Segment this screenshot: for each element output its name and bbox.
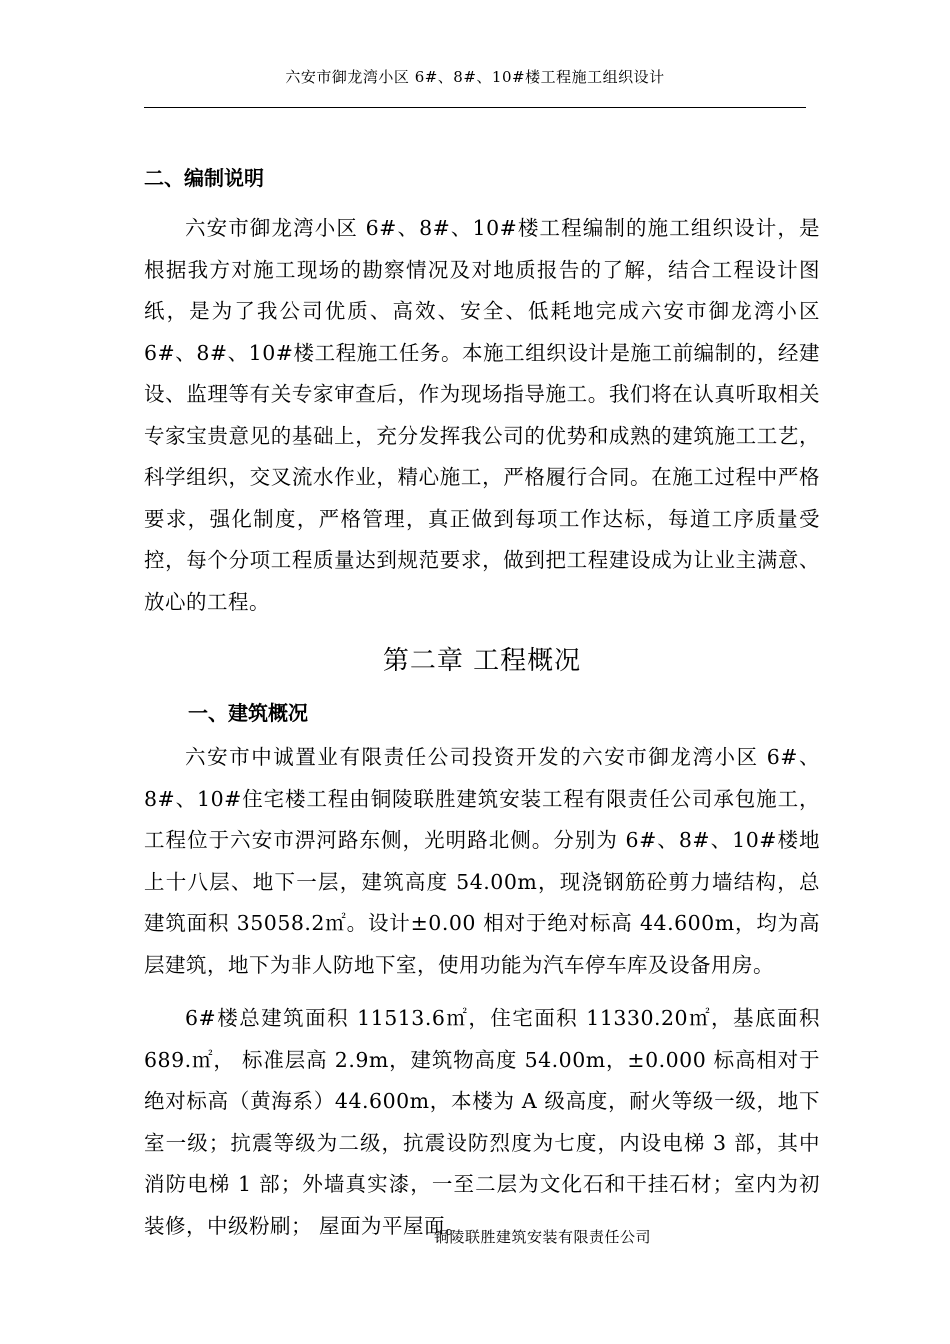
header-divider bbox=[144, 107, 806, 108]
section-title-building: 一、建筑概况 bbox=[188, 701, 308, 725]
section-title-compile: 二、编制说明 bbox=[144, 166, 264, 190]
chapter-title: 第二章 工程概况 bbox=[382, 646, 582, 676]
building-paragraph-1: 六安市中诚置业有限责任公司投资开发的六安市御龙湾小区 6#、8#、10#住宅楼工程由铜陵联胜建筑安装工程有限责任公司承包施工，工程位于六安市淠河路东侧，光明路北侧。分别为 6#、8#、10#楼地上十八层、地下一层，建筑高度 54.00m，现浇钢筋砼剪力墙结构，总建筑面积 35058.2㎡。设计±0.00 相对于绝对标高 44.600m，均为高层建筑，地下为非人防地下室，使用功能为汽车停车库及设备用房。 bbox=[144, 745, 820, 977]
document-body bbox=[144, 160, 820, 1247]
building-paragraph-2: 6#楼总建筑面积 11513.6㎡，住宅面积 11330.20㎡，基底面积 689.㎡， 标准层高 2.9m，建筑物高度 54.00m，±0.000 标高相对于绝对标高（黄海系）44.600m，本楼为 A 级高度，耐火等级一级，地下室一级；抗震等级为二级，抗震设防烈度为七度，内设电梯 3 部，其中消防电梯 1 部；外墙真实漆，一至二层为文化石和干挂石材；室内为初装修，中级粉刷； 屋面为平屋面。 bbox=[144, 1006, 820, 1238]
compile-paragraph: 六安市御龙湾小区 6#、8#、10#楼工程编制的施工组织设计，是根据我方对施工现场的勘察情况及对地质报告的了解，结合工程设计图纸，是为了我公司优质、高效、安全、低耗地完成六安市御龙湾小区 6#、8#、10#楼工程施工任务。本施工组织设计是施工前编制的，经建设、监理等有关专家审查后，作为现场指导施工。我们将在认真听取相关专家宝贵意见的基础上，充分发挥我公司的优势和成熟的建筑施工工艺，科学组织，交叉流水作业，精心施工，严格履行合同。在施工过程中严格要求，强化制度，严格管理，真正做到每项工作达标，每道工序质量受控，每个分项工程质量达到规范要求，做到把工程建设成为让业主满意、放心的工程。 bbox=[144, 216, 820, 614]
page-footer-company: 铜陵联胜建筑安装有限责任公司 bbox=[434, 1228, 652, 1246]
page-header: 六安市御龙湾小区 6#、8#、10#楼工程施工组织设计 bbox=[285, 68, 665, 86]
